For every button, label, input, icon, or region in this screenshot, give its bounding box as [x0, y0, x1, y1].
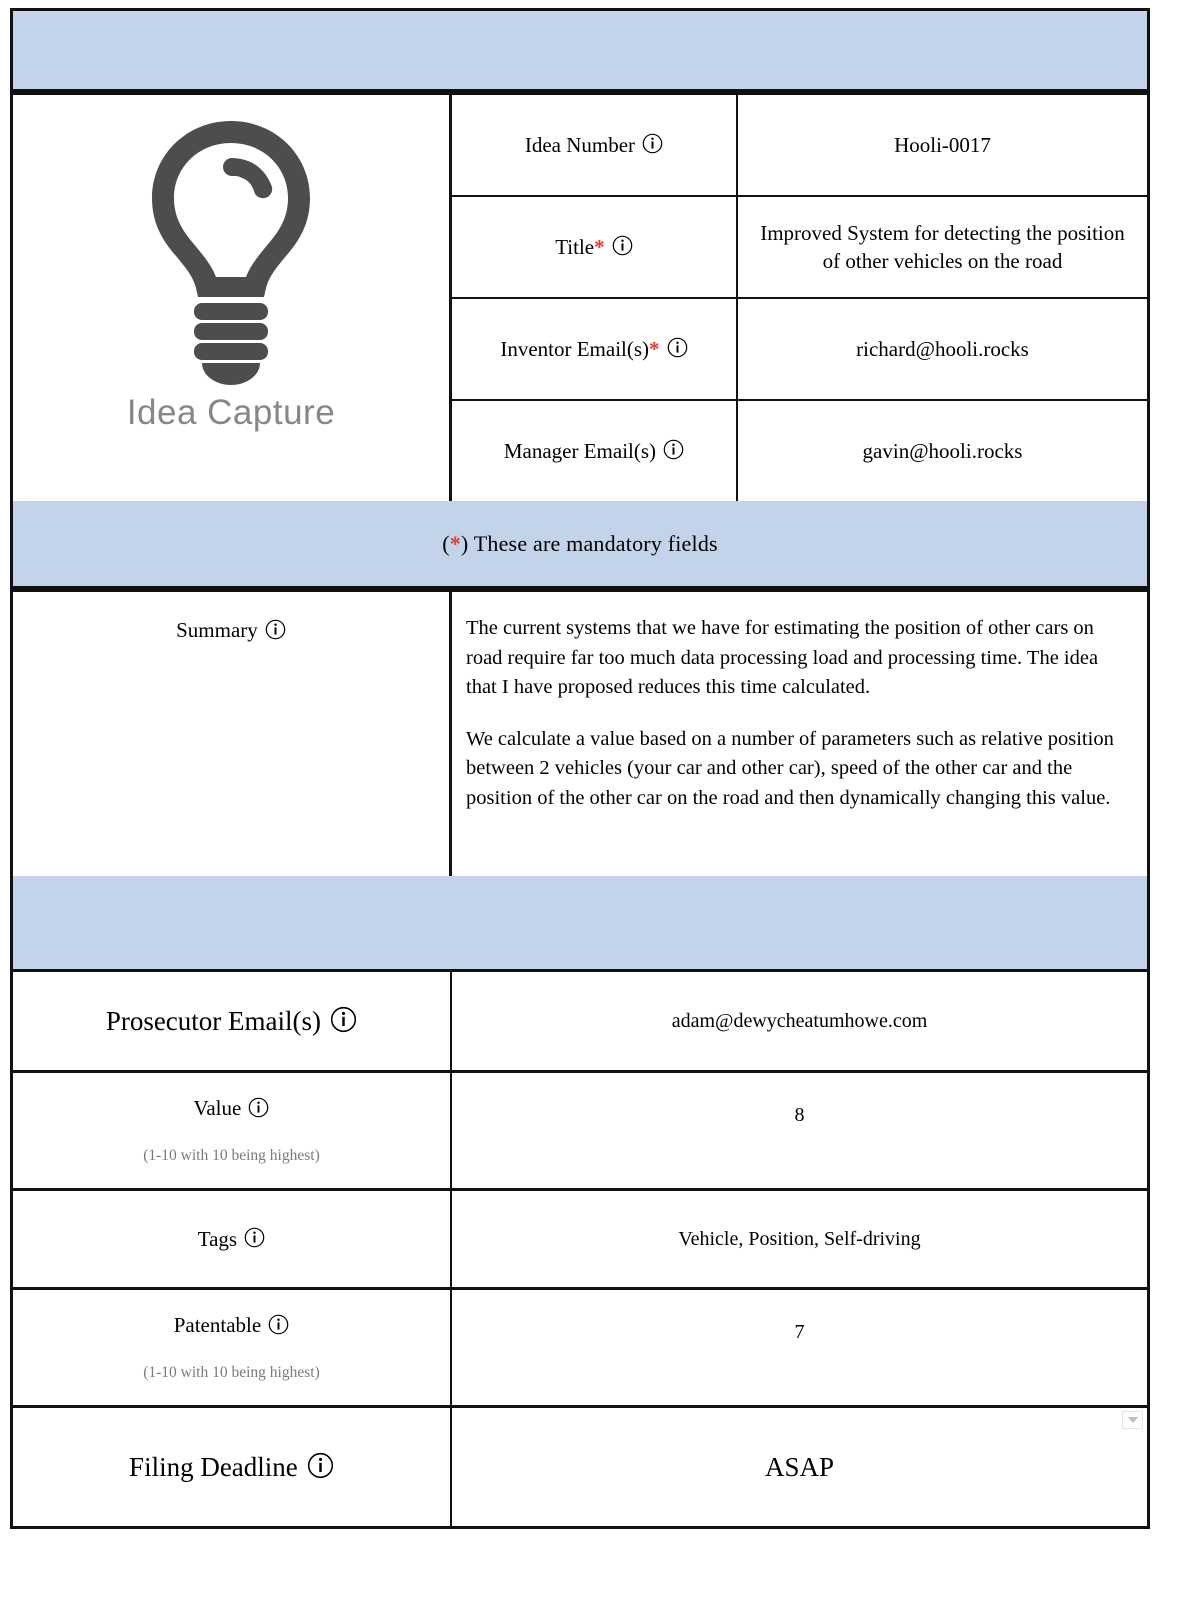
- field-value-patentable[interactable]: [452, 1290, 1147, 1405]
- required-asterisk: *: [449, 530, 461, 556]
- field-row-tags: [13, 1191, 1147, 1290]
- required-asterisk: *: [649, 336, 660, 361]
- field-label-filing-deadline: [13, 1408, 452, 1526]
- info-icon[interactable]: [268, 1314, 289, 1335]
- field-label-idea-number: [452, 95, 738, 195]
- label-text: Patentable: [173, 1313, 262, 1337]
- logo-label: Idea Capture: [126, 393, 336, 432]
- lightbulb-icon: [136, 117, 326, 387]
- mandatory-fields-text: [442, 531, 718, 557]
- label-text: Summary: [176, 618, 258, 642]
- label-text: Title: [555, 234, 595, 259]
- field-value-filing-deadline[interactable]: [452, 1408, 1147, 1526]
- label-text: Prosecutor Email(s): [105, 1005, 322, 1036]
- field-row-inventor-email: [452, 299, 1147, 401]
- note-prefix: (: [442, 530, 450, 556]
- field-value-tags[interactable]: [452, 1191, 1147, 1287]
- value-text: ASAP: [764, 1451, 835, 1482]
- label-text: Filing Deadline: [129, 1451, 298, 1482]
- info-icon[interactable]: [307, 1452, 334, 1479]
- label-text: Tags: [197, 1226, 238, 1251]
- upper-field-list: [452, 95, 1147, 501]
- summary-body[interactable]: [452, 592, 1147, 876]
- field-value-title[interactable]: Improved System for detecting the position of other vehicles on the road: [760, 220, 1125, 273]
- label-text: Manager Email(s): [503, 438, 657, 463]
- note-suffix: ) These are mandatory fields: [460, 530, 718, 556]
- label-text: Value: [193, 1096, 242, 1120]
- label-text: Inventor Email(s): [500, 336, 650, 361]
- summary-label: [13, 592, 452, 876]
- field-label-manager-email: [452, 401, 738, 501]
- top-banner-bar: [10, 8, 1150, 92]
- chevron-down-glyph: [1128, 1417, 1138, 1423]
- value-text: adam@dewycheatumhowe.com: [671, 1009, 928, 1032]
- required-asterisk: *: [594, 234, 605, 259]
- field-label-inventor-email: [452, 299, 738, 399]
- chevron-down-icon[interactable]: [1122, 1411, 1143, 1429]
- field-value-manager-email[interactable]: gavin@hooli.rocks: [862, 438, 1023, 463]
- info-icon[interactable]: [663, 439, 684, 460]
- field-row-title: [452, 197, 1147, 299]
- info-icon[interactable]: [642, 133, 663, 154]
- label-text: Idea Number: [524, 132, 636, 157]
- field-label-tags: [13, 1191, 452, 1287]
- upper-section: [10, 92, 1150, 501]
- info-icon[interactable]: [330, 1006, 357, 1033]
- summary-section: [10, 589, 1150, 876]
- field-row-patentable: [13, 1290, 1147, 1408]
- field-label-prosecutor-email: [13, 972, 452, 1070]
- field-value-prosecutor-email[interactable]: [452, 972, 1147, 1070]
- field-row-filing-deadline: [13, 1408, 1147, 1526]
- info-icon[interactable]: [265, 619, 286, 640]
- info-icon[interactable]: [244, 1227, 265, 1248]
- field-label-value: [13, 1073, 452, 1188]
- value-text: Vehicle, Position, Self-driving: [678, 1227, 921, 1250]
- field-value-value[interactable]: [452, 1073, 1147, 1188]
- info-icon[interactable]: [667, 337, 688, 358]
- summary-paragraph: The current systems that we have for estimating the position of other cars on road require far too much data processing load and processing time. The idea that I have proposed reduces this time calculated.: [466, 617, 1099, 699]
- field-row-value: [13, 1073, 1147, 1191]
- info-icon[interactable]: [612, 235, 633, 256]
- field-hint-patentable: (1-10 with 10 being highest): [143, 1364, 320, 1381]
- field-label-patentable: [13, 1290, 452, 1405]
- logo-cell: [13, 95, 452, 501]
- field-hint-value: (1-10 with 10 being highest): [143, 1147, 320, 1164]
- value-text: 7: [794, 1321, 805, 1343]
- field-row-manager-email: [452, 401, 1147, 501]
- field-row-idea-number: [452, 95, 1147, 197]
- summary-paragraph: We calculate a value based on a number of parameters such as relative position between 2 vehicles (your car and other car), speed of the other car and the position of the other car on the road and then dynamically changing this value.: [466, 727, 1114, 809]
- mandatory-fields-banner: [10, 501, 1150, 589]
- field-value-idea-number[interactable]: Hooli-0017: [894, 132, 991, 157]
- lower-section: [10, 972, 1150, 1529]
- value-text: 8: [794, 1104, 805, 1126]
- field-label-title: [452, 197, 738, 297]
- info-icon[interactable]: [248, 1097, 269, 1118]
- field-row-prosecutor-email: [13, 972, 1147, 1073]
- section-divider-banner: [10, 876, 1150, 972]
- field-value-inventor-email[interactable]: richard@hooli.rocks: [856, 336, 1029, 361]
